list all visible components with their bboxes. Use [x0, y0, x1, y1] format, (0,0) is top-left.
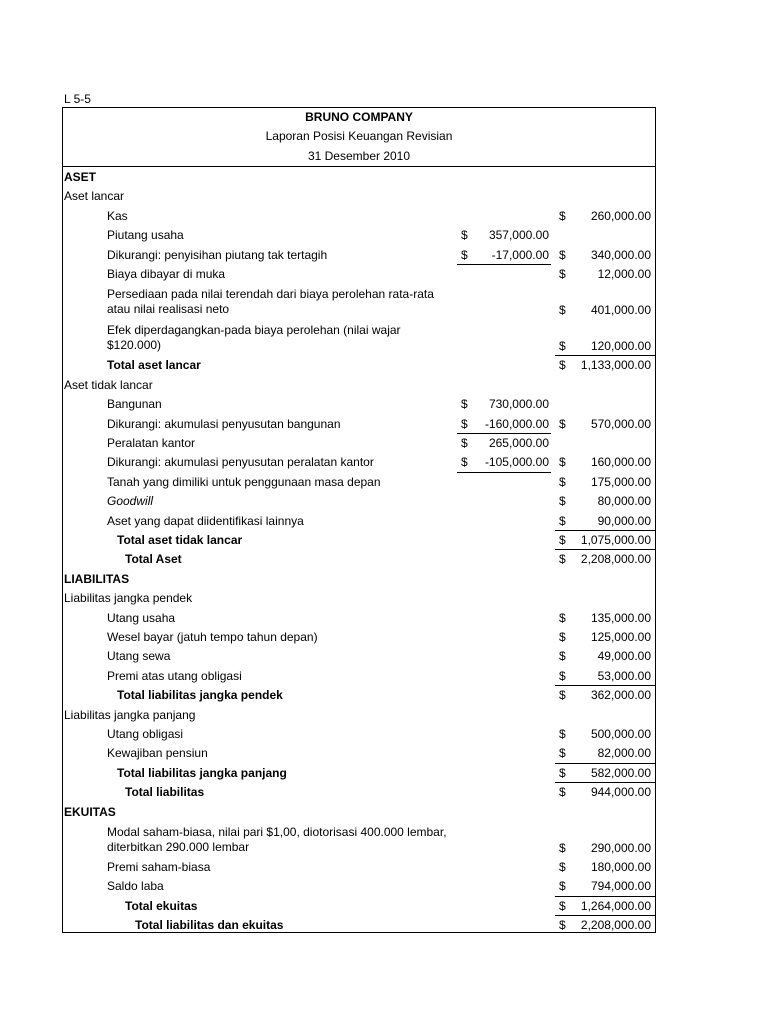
dollar-sign: $: [461, 416, 468, 431]
dollar-sign: $: [559, 898, 566, 913]
statement-row: [63, 897, 655, 916]
dollar-sign: $: [559, 533, 566, 547]
total-amount: 1,133,000.00: [580, 358, 651, 373]
statement-row: [63, 686, 655, 705]
dollar-sign: $: [559, 267, 566, 281]
statement-row: [63, 376, 655, 395]
row-label: Piutang usaha: [107, 228, 184, 243]
total-amount: 290,000.00: [590, 841, 651, 855]
statement-row: [63, 453, 655, 472]
total-amount: 120,000.00: [590, 339, 651, 354]
dollar-sign: $: [559, 339, 566, 354]
row-label: Aset tidak lancar: [64, 377, 153, 392]
statement-row: [63, 550, 655, 569]
statement-row: [63, 667, 655, 686]
dollar-sign: $: [559, 860, 566, 874]
total-amount: 49,000.00: [597, 649, 651, 664]
document-label: L 5-5: [64, 92, 91, 106]
dollar-sign: $: [559, 208, 566, 223]
dollar-sign: $: [559, 610, 566, 625]
statement-row: [63, 916, 655, 935]
row-label: Liabilitas jangka panjang: [64, 707, 196, 722]
statement-row: [63, 706, 655, 725]
total-amount: 82,000.00: [597, 746, 651, 761]
total-amount: 180,000.00: [590, 860, 651, 874]
total-amount: 570,000.00: [590, 416, 651, 431]
report-title: Laporan Posisi Keuangan Revisian: [265, 129, 453, 143]
balance-sheet: [62, 107, 656, 933]
dollar-sign: $: [559, 455, 566, 470]
row-label: EKUITAS: [64, 804, 116, 819]
dollar-sign: $: [461, 228, 468, 243]
subtotal-amount: 357,000.00: [488, 228, 549, 243]
subtotal-amount: -160,000.00: [484, 416, 549, 431]
row-label: Utang sewa: [107, 649, 171, 664]
statement-row: [63, 647, 655, 666]
statement-row: [63, 589, 655, 608]
statement-row: [63, 531, 655, 550]
row-label: Premi atas utang obligasi: [107, 668, 242, 683]
statement-row: [63, 415, 655, 434]
dollar-sign: $: [559, 494, 566, 509]
subtotal-amount: 730,000.00: [488, 397, 549, 412]
statement-row: [63, 877, 655, 896]
report-date: 31 Desember 2010: [307, 149, 411, 163]
row-label: Kas: [107, 208, 128, 223]
row-label: Dikurangi: penyisihan piutang tak tertagih: [107, 247, 328, 262]
dollar-sign: $: [461, 436, 468, 450]
statement-row: [63, 628, 655, 647]
row-label: Goodwill: [107, 494, 154, 509]
dollar-sign: $: [559, 841, 566, 855]
total-amount: 340,000.00: [590, 247, 651, 262]
row-label: Total liabilitas jangka pendek: [117, 688, 283, 703]
row-label: Aset yang dapat diidentifikasi lainnya: [107, 513, 304, 528]
total-amount: 794,000.00: [590, 879, 651, 894]
subtotal-amount: -17,000.00: [491, 247, 549, 262]
statement-row: [63, 265, 655, 284]
statement-row: [63, 356, 655, 375]
row-label: Total liabilitas jangka panjang: [117, 765, 287, 780]
row-label: LIABILITAS: [64, 571, 130, 586]
dollar-sign: $: [559, 474, 566, 489]
total-amount: 260,000.00: [590, 208, 651, 223]
dollar-sign: $: [559, 668, 566, 683]
company-name: BRUNO COMPANY: [305, 110, 413, 124]
statement-row: [63, 570, 655, 589]
dollar-sign: $: [559, 918, 566, 933]
row-label: Premi saham-biasa: [107, 860, 211, 874]
dollar-sign: $: [559, 513, 566, 528]
statement-row: [63, 858, 655, 877]
dollar-sign: $: [559, 552, 566, 567]
statement-row: [63, 434, 655, 453]
row-label: Utang usaha: [107, 610, 176, 625]
statement-row: [63, 725, 655, 744]
dollar-sign: $: [559, 688, 566, 703]
row-label: Bangunan: [107, 397, 162, 412]
dollar-sign: $: [559, 649, 566, 664]
row-label: Total aset tidak lancar: [117, 533, 243, 547]
total-amount: 125,000.00: [590, 630, 651, 644]
statement-row: [63, 246, 655, 265]
total-amount: 160,000.00: [590, 455, 651, 470]
row-label: Kewajiban pensiun: [107, 746, 208, 761]
total-amount: 1,075,000.00: [580, 533, 651, 547]
statement-row: [63, 187, 655, 206]
row-label: Total aset lancar: [107, 358, 201, 373]
dollar-sign: $: [461, 247, 468, 262]
total-amount: 582,000.00: [590, 765, 651, 780]
total-amount: 2,208,000.00: [580, 918, 651, 933]
row-label: Total ekuitas: [125, 898, 198, 913]
dollar-sign: $: [559, 785, 566, 800]
total-amount: 362,000.00: [590, 688, 651, 703]
statement-row: [63, 207, 655, 226]
statement-row: [63, 822, 655, 858]
row-label: Efek diperdagangkan-pada biaya perolehan (nilai wajar $120.000): [107, 323, 401, 353]
dollar-sign: $: [559, 765, 566, 780]
statement-row: [63, 320, 655, 356]
total-amount: 500,000.00: [590, 727, 651, 741]
statement-row: [63, 764, 655, 783]
total-amount: 90,000.00: [597, 513, 651, 528]
total-amount: 944,000.00: [590, 785, 651, 800]
dollar-sign: $: [559, 303, 566, 318]
dollar-sign: $: [559, 746, 566, 761]
dollar-sign: $: [559, 358, 566, 373]
subtotal-amount: 265,000.00: [488, 436, 549, 450]
total-amount: 80,000.00: [597, 494, 651, 509]
row-label: Peralatan kantor: [107, 436, 196, 450]
row-label: Tanah yang dimiliki untuk penggunaan masa depan: [107, 474, 381, 489]
row-label: Aset lancar: [64, 189, 125, 204]
row-label: Total Aset: [125, 552, 182, 567]
total-amount: 1,264,000.00: [580, 898, 651, 913]
dollar-sign: $: [559, 630, 566, 644]
row-label: Dikurangi: akumulasi penyusutan peralatan kantor: [107, 455, 374, 470]
row-label: Total liabilitas: [125, 785, 205, 800]
row-label: Biaya dibayar di muka: [107, 267, 226, 281]
statement-row: [63, 744, 655, 763]
total-amount: 401,000.00: [590, 303, 651, 318]
statement-row: [63, 473, 655, 492]
total-amount: 2,208,000.00: [580, 552, 651, 567]
total-amount: 135,000.00: [590, 610, 651, 625]
dollar-sign: $: [559, 247, 566, 262]
row-label: Total liabilitas dan ekuitas: [135, 918, 284, 933]
row-label: Dikurangi: akumulasi penyusutan bangunan: [107, 416, 341, 431]
header-divider: [63, 166, 655, 167]
statement-row: [63, 284, 655, 320]
statement-row: [63, 492, 655, 511]
statement-row: [63, 512, 655, 531]
row-label: Liabilitas jangka pendek: [64, 591, 193, 606]
dollar-sign: $: [559, 727, 566, 741]
statement-row: [63, 783, 655, 802]
dollar-sign: $: [559, 416, 566, 431]
statement-row: [63, 395, 655, 414]
statement-row: [63, 168, 655, 187]
row-label: ASET: [64, 170, 97, 184]
dollar-sign: $: [559, 879, 566, 894]
row-label: Wesel bayar (jatuh tempo tahun depan): [107, 630, 318, 644]
statement-row: [63, 803, 655, 822]
row-label: Utang obligasi: [107, 727, 184, 741]
statement-row: [63, 609, 655, 628]
row-label: Saldo laba: [107, 879, 164, 894]
dollar-sign: $: [461, 397, 468, 412]
total-amount: 53,000.00: [597, 668, 651, 683]
row-label: Modal saham-biasa, nilai pari $1,00, diotorisasi 400.000 lembar, diterbitkan 290.000 lembar: [107, 825, 447, 854]
total-amount: 12,000.00: [597, 267, 651, 281]
subtotal-amount: -105,000.00: [484, 455, 549, 470]
row-label: Persediaan pada nilai terendah dari biaya perolehan rata-rata atau nilai realisasi neto: [107, 287, 434, 317]
dollar-sign: $: [461, 455, 468, 470]
total-amount: 175,000.00: [590, 474, 651, 489]
statement-row: [63, 226, 655, 245]
